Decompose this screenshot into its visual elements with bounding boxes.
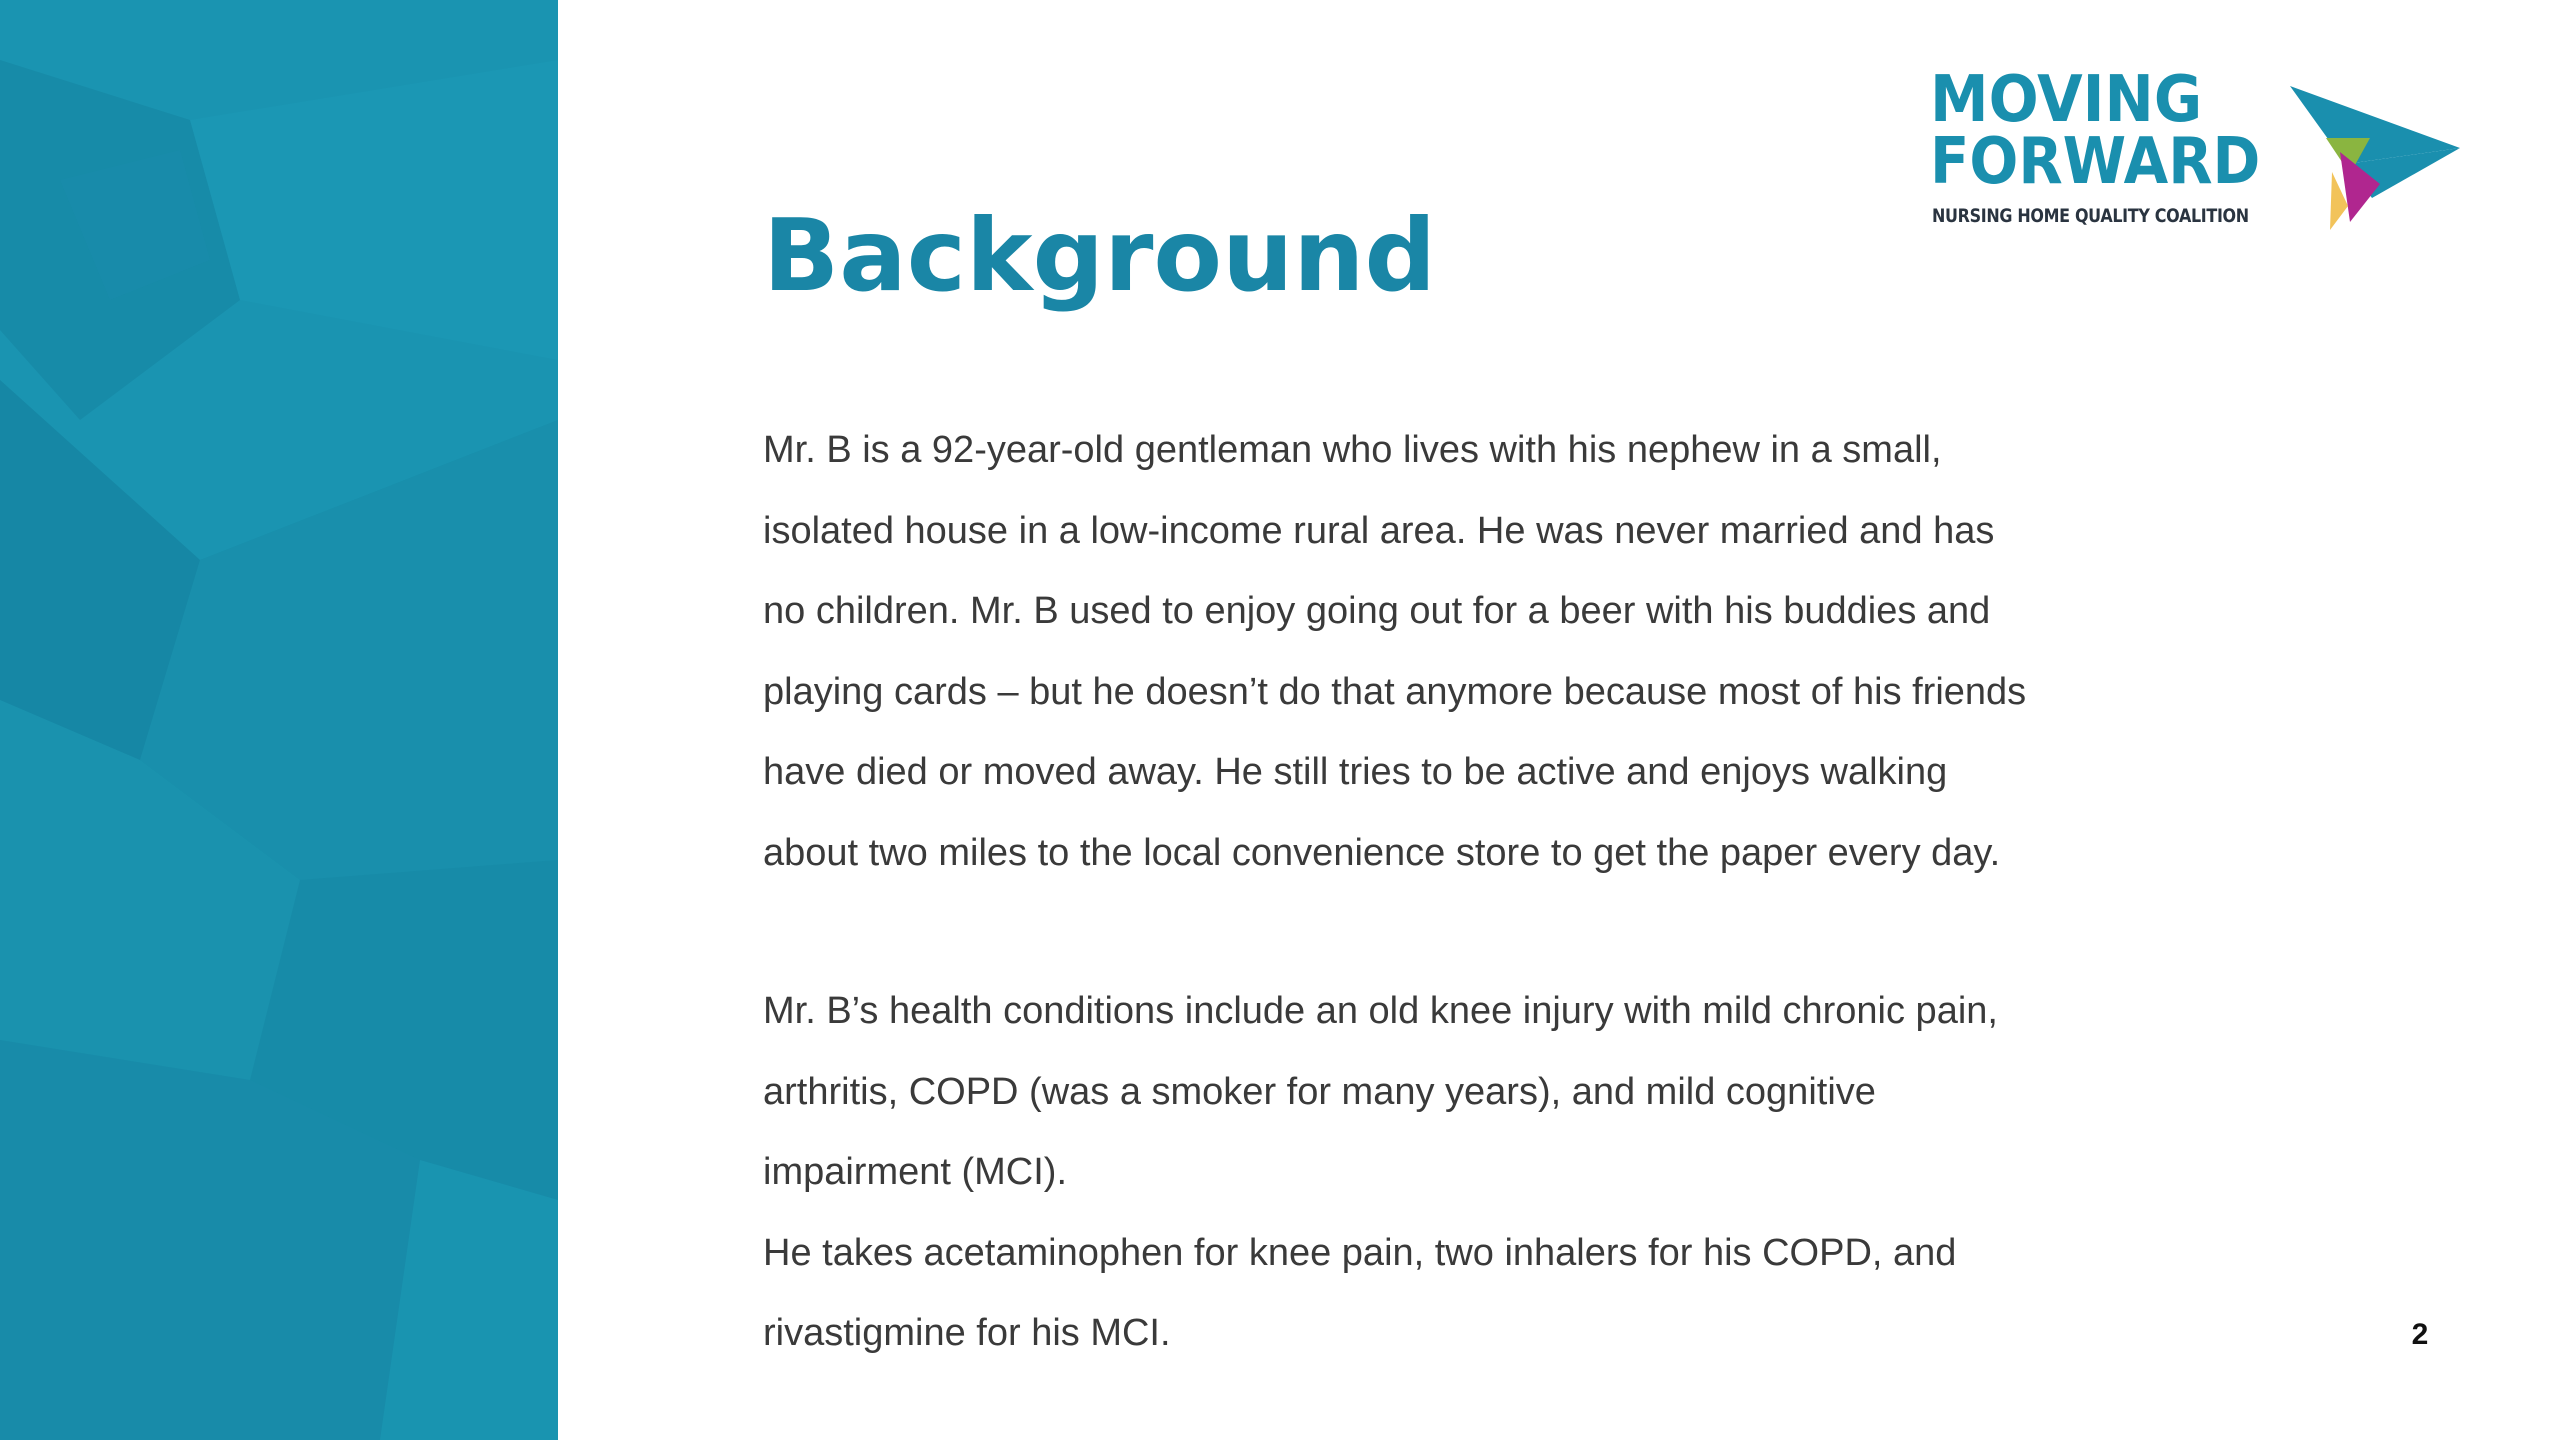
text-line: Mr. B’s health conditions include an old knee injury with mild chronic pain, (763, 990, 1998, 1032)
slide-title: Background (763, 197, 1437, 314)
text-line: impairment (MCI). (763, 1151, 1068, 1193)
paragraph-health-conditions (763, 971, 2263, 1213)
text-line: no children. Mr. B used to enjoy going out for a beer with his buddies and (763, 590, 1991, 632)
geometric-pattern-icon (0, 0, 558, 1440)
text-line: rivastigmine for his MCI. (763, 1312, 1171, 1354)
logo-tagline: NURSING HOME QUALITY COALITION (1932, 205, 2249, 227)
page-number: 2 (2411, 1318, 2429, 1351)
text-line: playing cards – but he doesn’t do that anymore because most of his friends (763, 670, 2027, 713)
text-line: isolated house in a low-income rural area. He was never married and has (763, 509, 1995, 552)
paragraph-medications (763, 1213, 2263, 1374)
paragraph-spacer (763, 893, 2263, 971)
text-line: about two miles to the local convenience store to get the paper every day. (763, 831, 2001, 874)
logo-text-moving: MOVING (1930, 63, 2203, 137)
paper-plane-triangles-icon (2290, 76, 2460, 236)
decorative-side-panel (0, 0, 558, 1440)
text-line: have died or moved away. He still tries to be active and enjoys walking (763, 751, 1948, 793)
logo-text-forward: FORWARD (1930, 125, 2261, 199)
text-line: Mr. B is a 92-year-old gentleman who lives with his nephew in a small, (763, 429, 1942, 471)
text-line: He takes acetaminophen for knee pain, two inhalers for his COPD, and (763, 1231, 1957, 1274)
paragraph-living-situation (763, 410, 2263, 893)
text-line: arthritis, COPD (was a smoker for many years), and mild cognitive (763, 1070, 1876, 1113)
moving-forward-logo (1930, 63, 2460, 238)
slide-body (763, 410, 2263, 1374)
